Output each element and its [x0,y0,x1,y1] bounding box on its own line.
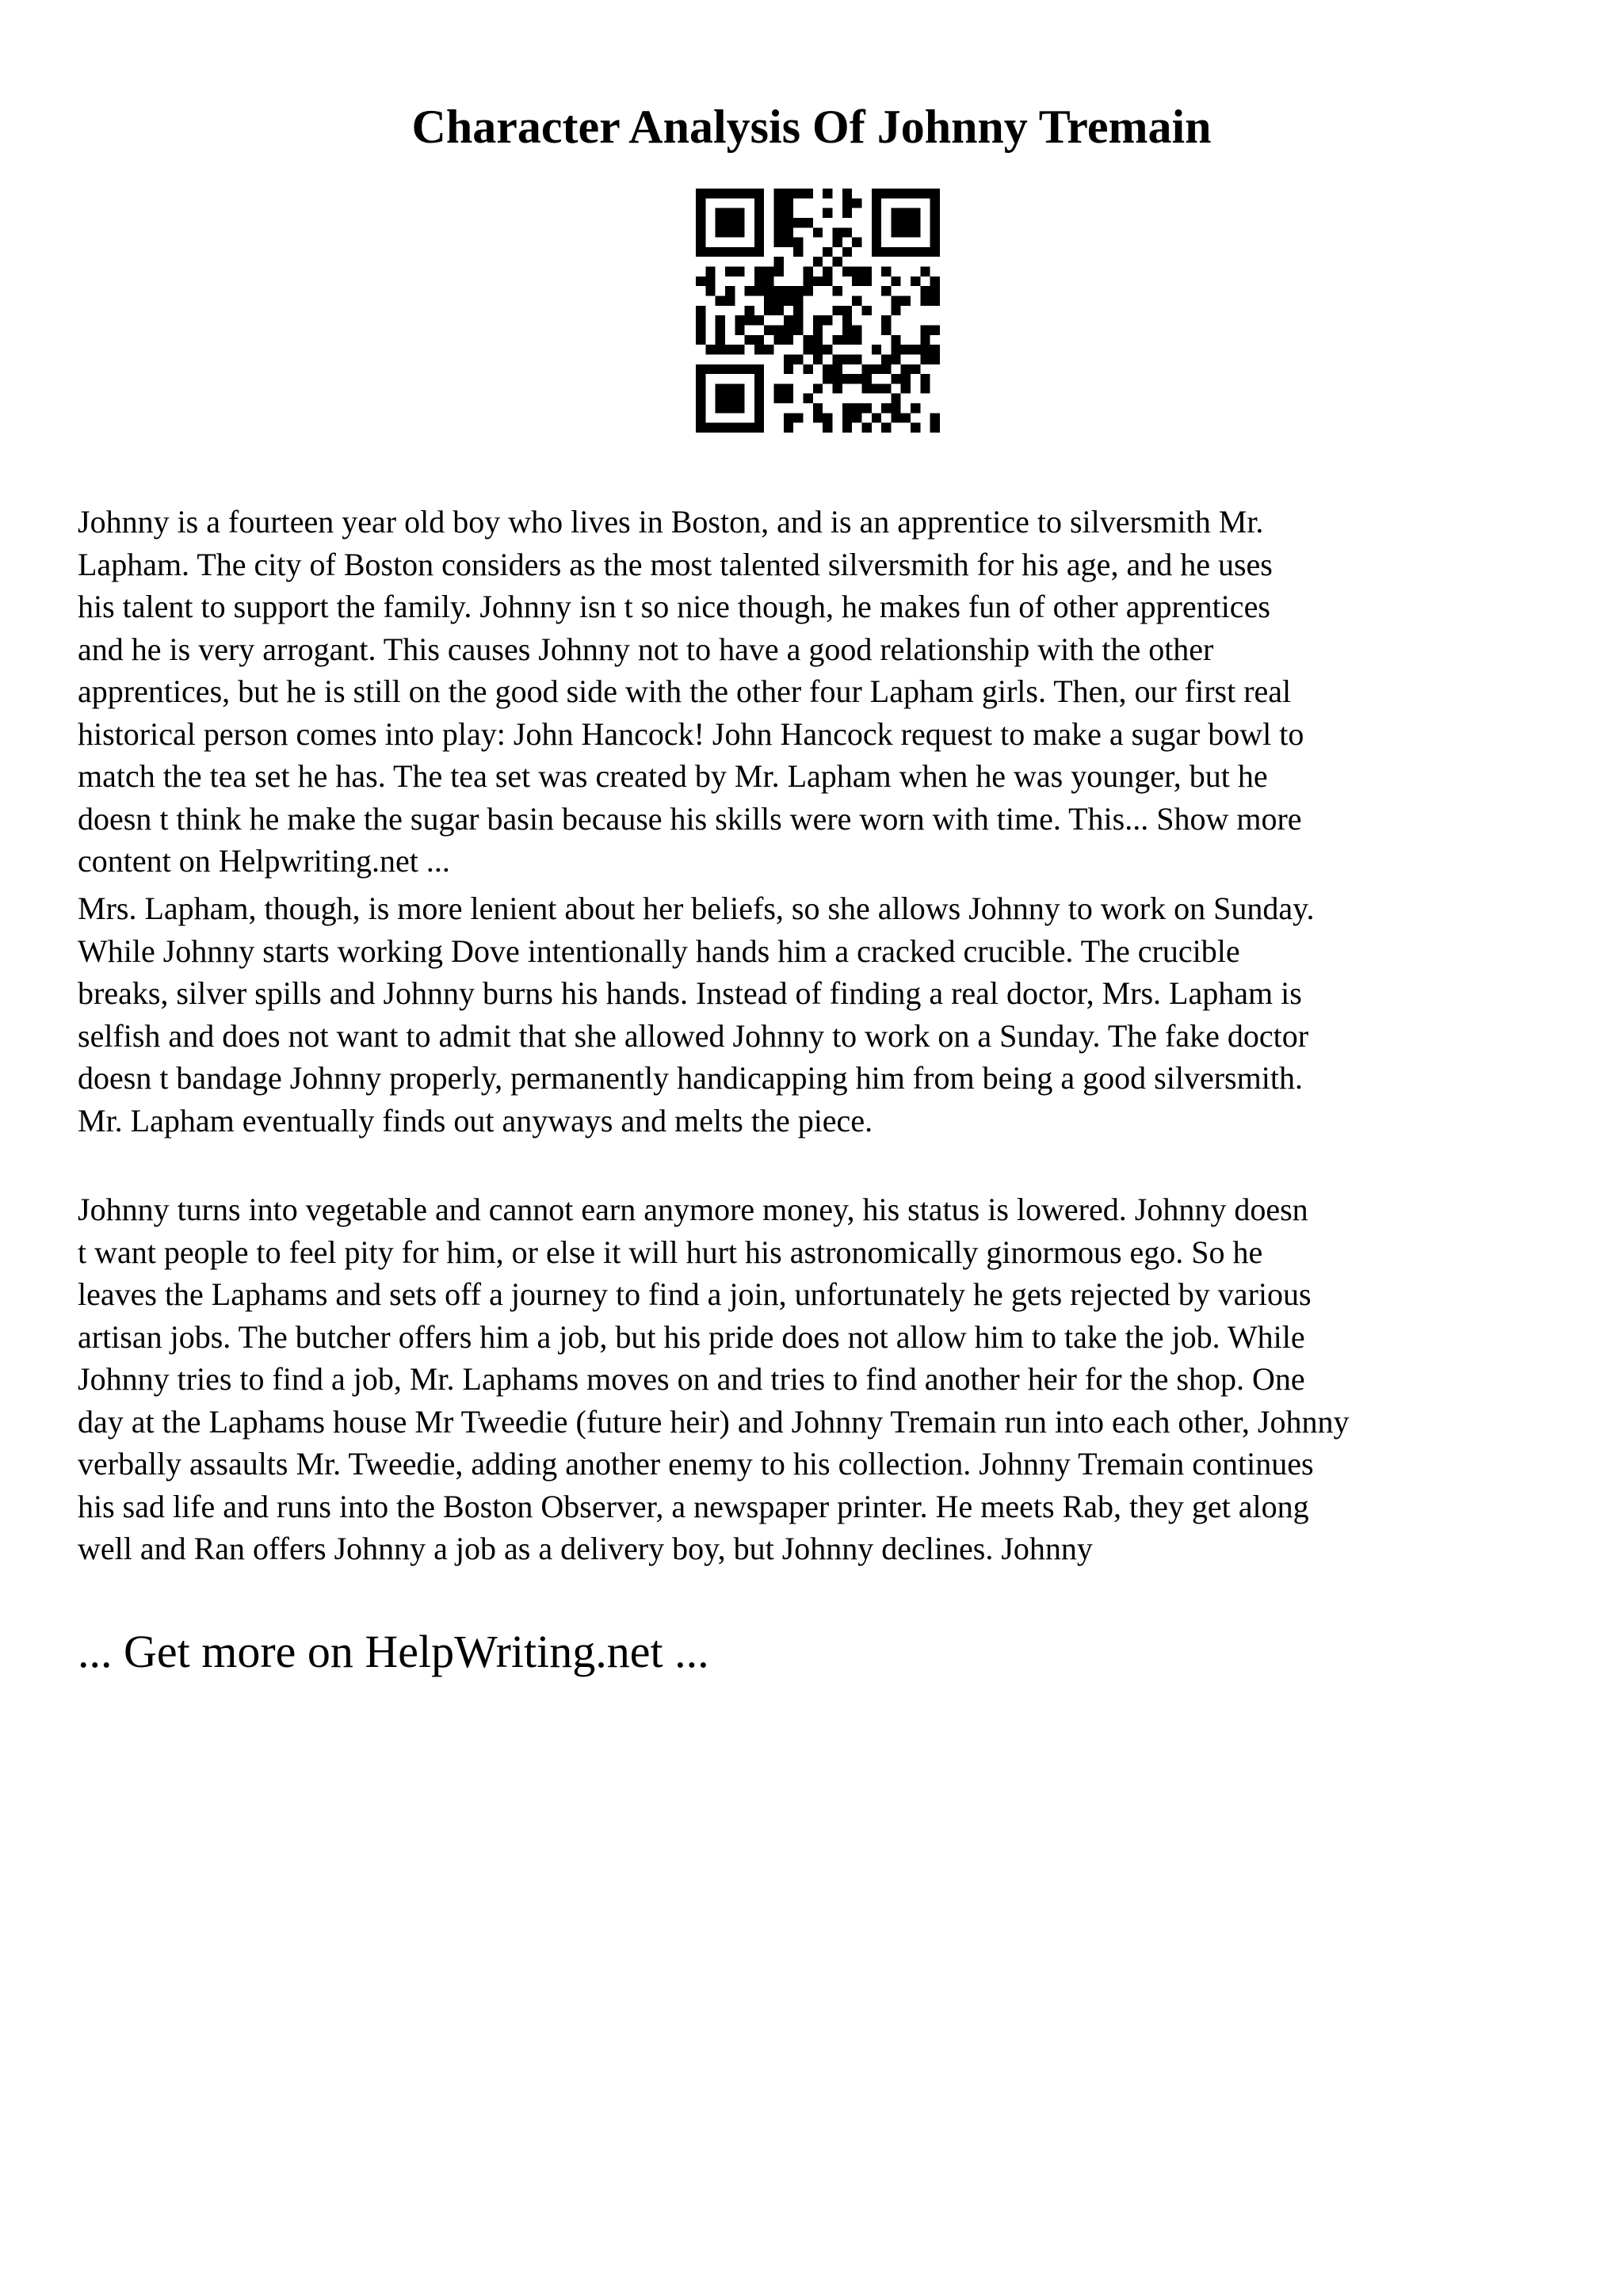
paragraph-line: doesn t think he make the sugar basin because his skills were worn with time. This... Show more [78,800,1302,837]
document-title: Character Analysis Of Johnny Tremain [411,101,1212,153]
paragraph-line: match the tea set he has. The tea set was created by Mr. Lapham when he was younger, but he [78,758,1268,794]
paragraph-3 [78,1188,1583,1570]
paragraph-line: selfish and does not want to admit that she allowed Johnny to work on a Sunday. The fake doctor [78,1017,1309,1054]
paragraph-line: content on Helpwriting.net ... [78,843,450,879]
paragraph-line: leaves the Laphams and sets off a journey to find a join, unfortunately he gets rejected by various [78,1276,1312,1312]
get-more-link[interactable]: ... Get more on HelpWriting.net ... [78,1626,709,1677]
paragraph-line: well and Ran offers Johnny a job as a delivery boy, but Johnny declines. Johnny [78,1531,1093,1566]
paragraph-2 [78,887,1583,1142]
paragraph-line: day at the Laphams house Mr Tweedie (future heir) and Johnny Tremain run into each other, Johnny [78,1403,1350,1440]
paragraph-line: his sad life and runs into the Boston Observer, a newspaper printer. He meets Rab, they get along [78,1488,1309,1524]
paragraph-line: Mr. Lapham eventually finds out anyways and melts the piece. [78,1102,873,1138]
paragraph-line: artisan jobs. The butcher offers him a job, but his pride does not allow him to take the job. While [78,1318,1305,1355]
paragraph-line: Johnny is a fourteen year old boy who lives in Boston, and is an apprentice to silversmith Mr. [78,504,1264,540]
paragraph-line: historical person comes into play: John Hancock! John Hancock request to make a sugar bowl to [78,715,1304,752]
paragraph-line: doesn t bandage Johnny properly, permanently handicapping him from being a good silversmith. [78,1060,1303,1096]
paragraph-line: Mrs. Lapham, though, is more lenient about her beliefs, so she allows Johnny to work on Sunday. [78,891,1315,926]
paragraph-line: Johnny tries to find a job, Mr. Laphams moves on and tries to find another heir for the shop. One [78,1361,1305,1397]
paragraph-line: his talent to support the family. Johnny isn t so nice though, he makes fun of other apprentices [78,589,1270,624]
paragraph-line: Lapham. The city of Boston considers as the most talented silversmith for his age, and he uses [78,546,1273,582]
paragraph-line: apprentices, but he is still on the good side with the other four Lapham girls. Then, our first real [78,673,1292,709]
paragraph-line: and he is very arrogant. This causes Johnny not to have a good relationship with the other [78,631,1214,667]
paragraph-line: t want people to feel pity for him, or else it will hurt his astronomically ginormous ego. So he [78,1234,1263,1270]
paragraph-line: verbally assaults Mr. Tweedie, adding another enemy to his collection. Johnny Tremain continues [78,1446,1314,1482]
paragraph-line: Johnny turns into vegetable and cannot earn anymore money, his status is lowered. Johnny doesn [78,1192,1308,1227]
paragraph-line: While Johnny starts working Dove intentionally hands him a cracked crucible. The crucible [78,933,1240,969]
paragraph-1 [78,501,1583,883]
paragraph-line: breaks, silver spills and Johnny burns his hands. Instead of finding a real doctor, Mrs. Lapham is [78,975,1302,1011]
qr-code-icon [696,189,940,433]
